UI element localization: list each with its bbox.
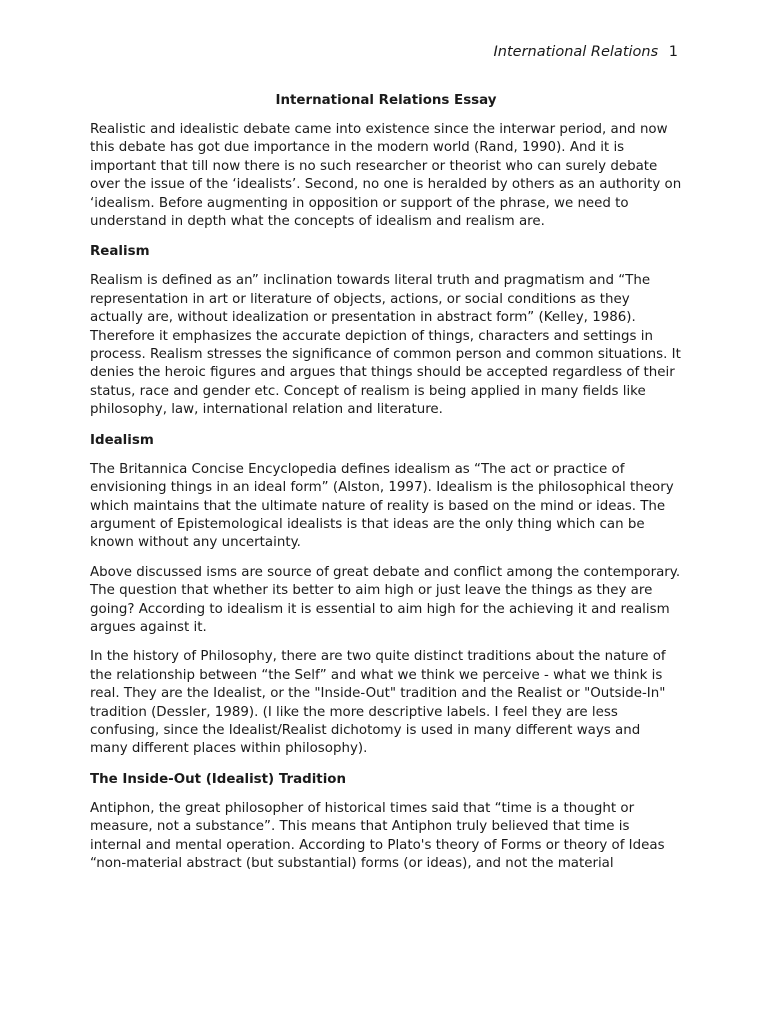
document-title: International Relations Essay: [275, 93, 497, 108]
paragraph-realism: Realism is defined as an” inclination towards literal truth and pragmatism and “The representation in art or literature of objects, actions, or social conditions as they actually are, without idealization or presentation in abstract form” (Kelley, 1986). Therefore it emphasizes the accurate depiction of things, characters and settings in process. Realism stresses the significance of common person and common situations. It denies the heroic figures and argues that things should be accepted regardless of their status, race and gender etc. Concept of realism is being applied in many fields like philosophy, law, international relation and literature.: [90, 273, 681, 418]
paragraph-philosophy-traditions: In the history of Philosophy, there are two quite distinct traditions about the nature of the relationship between “the Self” and what we think we perceive - what we think is real. They are the Idealist, or the "Inside-Out" tradition and the Realist or "Outside-In" tradition (Dessler, 1989). (I like the more descriptive labels. I feel they are less confusing, since the Idealist/Realist dichotomy is used in many different ways and many different places within philosophy).: [90, 649, 666, 757]
paragraph-intro: Realistic and idealistic debate came into existence since the interwar period, and now this debate has got due importance in the modern world (Rand, 1990). And it is important that till now there is no such researcher or theorist who can surely debate over the issue of the ‘idealists’. Second, no one is heralded by others as an authority on ‘idealism. Before augmenting in opposition or support of the phrase, we need to understand in depth what the concepts of idealism and realism are.: [90, 122, 682, 230]
running-head: [494, 42, 679, 62]
paragraph-isms-debate: Above discussed isms are source of great debate and conflict among the contemporary. The question that whether its better to aim high or just leave the things as they are going? According to idealism it is essential to aim high for the achieving it and realism argues against it.: [90, 564, 681, 635]
heading-idealism: Idealism: [90, 432, 154, 448]
paragraph-antiphon: Antiphon, the great philosopher of historical times said that “time is a thought or measure, not a substance”. This means that Antiphon truly believed that time is internal and mental operation. According to Plato's theory of Forms or theory of Ideas “non-material abstract (but substantial) forms (or ideas), and not the material: [90, 800, 665, 871]
heading-realism: Realism: [90, 244, 150, 260]
paragraph-idealism-definition: The Britannica Concise Encyclopedia defines idealism as “The act or practice of envisioning things in an ideal form” (Alston, 1997). Idealism is the philosophical theory which maintains that the ultimate nature of reality is based on the mind or ideas. The argument of Epistemological idealists is that ideas are the only thing which can be known without any uncertainty.: [90, 461, 674, 551]
page-number: 1: [668, 44, 678, 60]
heading-inside-out-tradition: The Inside-Out (Idealist) Tradition: [90, 771, 347, 787]
document-body: [90, 91, 682, 884]
running-head-title: International Relations: [493, 44, 659, 60]
